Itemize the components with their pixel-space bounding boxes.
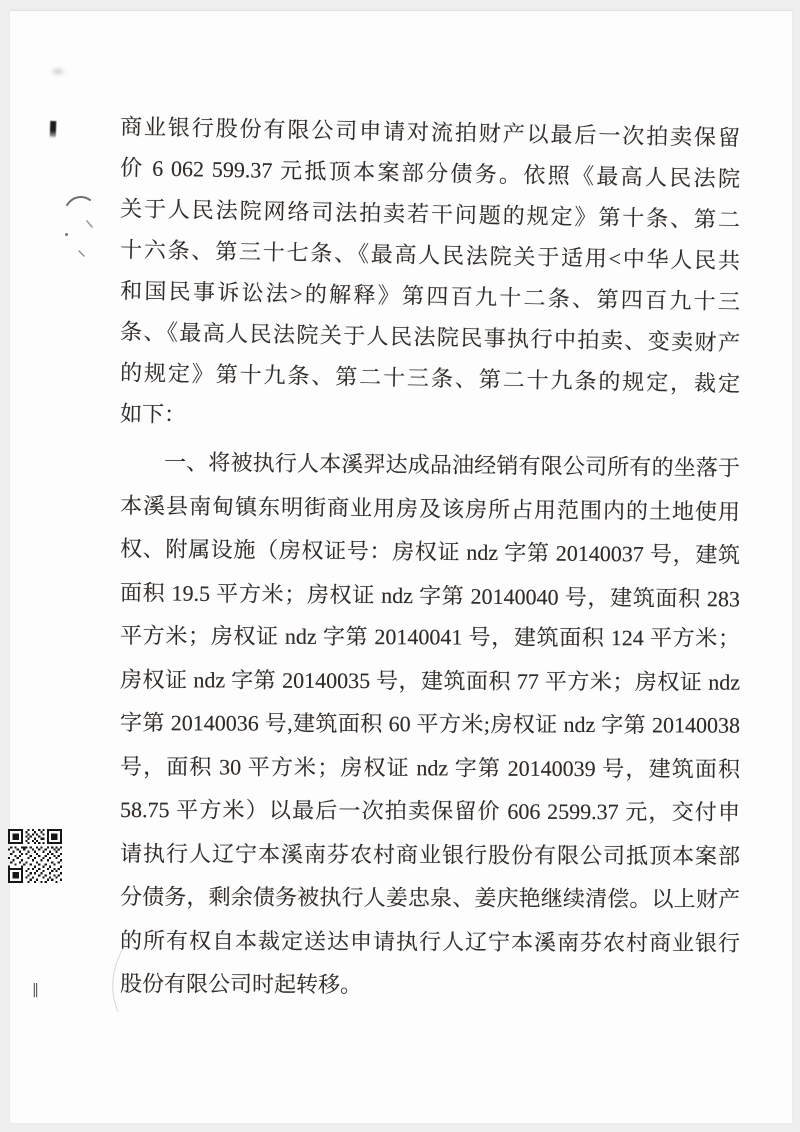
text-line: 商业银行股份有限公司申请对流拍财产以最后一次拍卖保留 — [119, 114, 741, 151]
paragraph-ruling-item-one — [120, 440, 740, 1006]
text-line: 号，面积 30 平方米；房权证 ndz 字第 20140039 号，建筑面积 — [119, 753, 741, 782]
ink-blot — [50, 121, 57, 138]
text-line: 十六条、第三十七条、《最高人民法院关于适用<中华人民共 — [119, 237, 741, 274]
text-line: 关于人民法院网络司法拍卖若干问题的规定》第十条、第二 — [119, 196, 741, 233]
text-line: 58.75 平方米）以最后一次拍卖保留价 606 2599.37 元，交付申 — [119, 797, 741, 825]
text-line: 面积 19.5 平方米；房权证 ndz 字第 20140040 号，建筑面积 283 — [119, 579, 741, 611]
text-line: 和国民事诉讼法>的解释》第四百九十二条、第四百九十三 — [119, 278, 741, 315]
scanned-page — [10, 10, 792, 1123]
text-line: 请执行人辽宁本溪南芬农村商业银行股份有限公司抵顶本案部 — [119, 840, 741, 869]
text-line: 价 6 062 599.37 元抵顶本案部分债务。依照《最高人民法院 — [119, 155, 741, 192]
qr-code — [8, 829, 62, 883]
scan-smudge — [50, 67, 66, 76]
ink-dot — [65, 233, 68, 236]
text-line: 如下： — [119, 401, 187, 428]
paragraph-legal-basis — [120, 106, 740, 434]
margin-pause-mark: ‖ — [32, 982, 40, 998]
text-line: 本溪县南甸镇东明街商业用房及该房所占用范围内的土地使用 — [119, 492, 741, 524]
text-line: 条、《最高人民法院关于人民法院民事执行中拍卖、变卖财产 — [119, 319, 741, 356]
text-line: 股份有限公司时起转移。 — [119, 971, 363, 998]
text-line: 平方米；房权证 ndz 字第 20140041 号，建筑面积 124 平方米； — [119, 623, 741, 651]
text-line: 一、将被执行人本溪羿达成品油经销有限公司所有的坐落于 — [163, 449, 741, 481]
text-line: 房权证 ndz 字第 20140035 号，建筑面积 77 平方米；房权证 ndz — [119, 666, 741, 695]
text-line: 的所有权自本裁定送达申请执行人辽宁本溪南芬农村商业银行 — [119, 927, 741, 956]
ink-tick — [78, 244, 86, 252]
pen-squiggle — [63, 191, 97, 231]
text-line: 分债务，剩余债务被执行人姜忠泉、姜庆艳继续清偿。以上财产 — [119, 884, 741, 912]
text-line: 的规定》第十九条、第二十三条、第二十九条的规定，裁定 — [119, 360, 741, 397]
text-line: 权、附属设施（房权证号：房权证 ndz 字第 20140037 号，建筑 — [119, 536, 741, 568]
text-line: 字第 20140036 号,建筑面积 60 平方米;房权证 ndz 字第 20140038 — [119, 710, 741, 738]
paper-crease — [103, 939, 131, 1014]
